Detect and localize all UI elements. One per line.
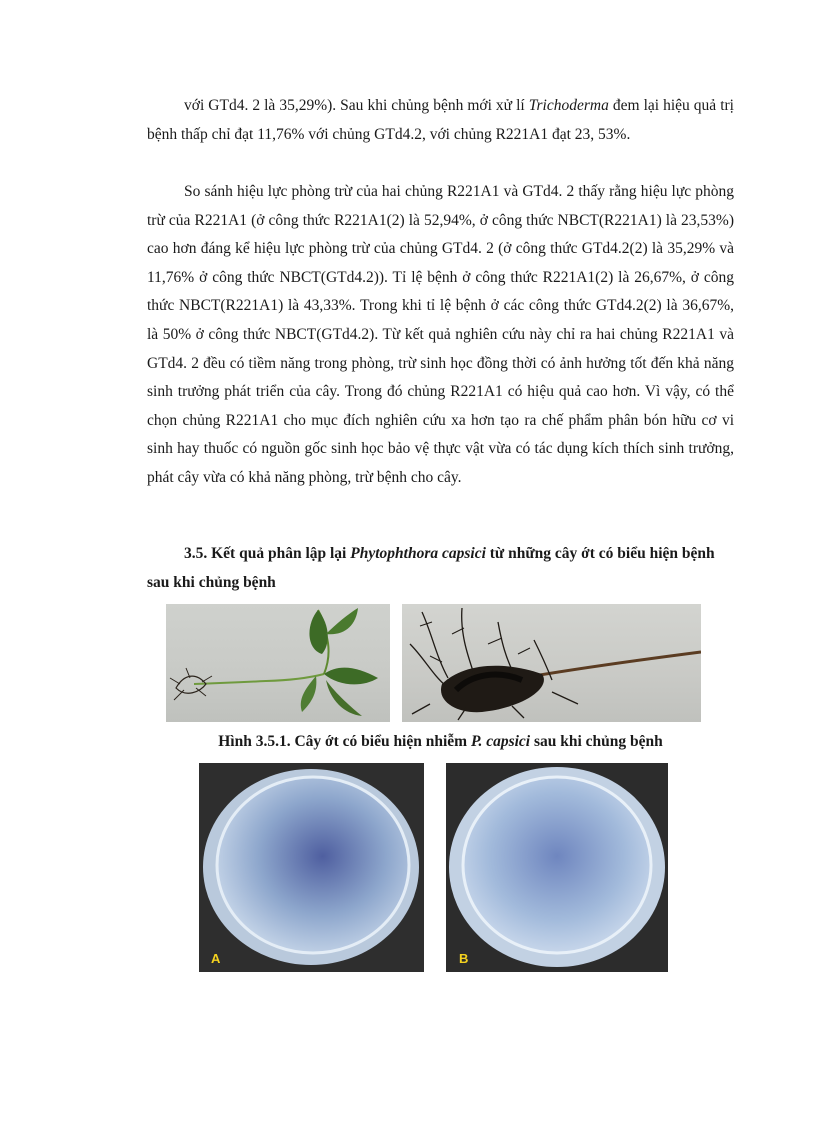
italic-term: Trichoderma — [528, 97, 609, 114]
paragraph-comparison — [147, 178, 734, 493]
italic-term: Phytophthora capsici — [350, 545, 486, 562]
photo-infected-roots — [402, 604, 701, 722]
italic-term: P. capsici — [470, 733, 531, 750]
text-run: đem lại hiệu quả trị bệnh thấp chỉ đạt 11,76% với chủng GTd4.2, với chủng R221A1 đạt 23, 53%. — [147, 97, 734, 143]
plate-label-b: B — [459, 951, 469, 966]
paragraph-text — [147, 92, 734, 149]
text-run: So sánh hiệu lực phòng trừ của hai chủng R221A1 và GTd4. 2 thấy rằng hiệu lực phòng trừ của R221A1 (ở công thức R221A1(2) là 52,94%, ở công thức NBCT(R221A1) là 23,53%) cao hơn đáng kể hiệu lực phòng trừ của chủng GTd4. 2 (ở công thức GTd4.2(2) là 35,29% và 11,76% ở công thức NBCT(GTd4.2)). Tỉ lệ bệnh ở công thức R221A1(2) là 26,67%, ở công thức NBCT(R221A1) là 43,33%. Trong khi tỉ lệ bệnh ở các công thức GTd4.2(2) là 36,67%, là 50% ở công thức NBCT(GTd4.2). Từ kết quả nghiên cứu này chỉ ra hai chủng R221A1 và GTd4. 2 đều có tiềm năng trong phòng, trừ sinh học đồng thời có ảnh hưởng tốt đến khả năng sinh trưởng phát triển của cây. Trong đó chủng R221A1 có hiệu quả cao hơn. Vì vậy, có thể chọn chủng R221A1 cho mục đích nghiên cứu xa hơn tạo ra chế phẩm phân bón hữu cơ vi sinh hay thuốc có nguồn gốc sinh học bảo vệ thực vật vừa có tác dụng kích thích sinh trưởng, phát cây vừa có khả năng phòng, trừ bệnh cho cây. — [147, 183, 734, 486]
photo-pepper-seedling — [166, 604, 390, 722]
text-run: từ những cây ớt có biểu hiện bệnh sau khi chủng bệnh — [147, 545, 715, 591]
section-heading — [147, 540, 734, 597]
figure-caption — [147, 730, 734, 754]
petri-dish-photo-a — [199, 763, 424, 972]
text-run: sau khi chủng bệnh — [530, 733, 663, 750]
paragraph-text — [147, 178, 734, 493]
text-run: 3.5. Kết quả phân lập lại — [184, 545, 351, 562]
text-run: với GTd4. 2 là 35,29%). Sau khi chủng bệnh mới xử lí — [184, 97, 529, 114]
text-run: Hình 3.5.1. Cây ớt có biểu hiện nhiễm — [218, 733, 471, 750]
petri-dish-photo-b — [446, 763, 668, 972]
paragraph-trichoderma-effect — [147, 92, 734, 149]
plate-label-a: A — [211, 951, 221, 966]
